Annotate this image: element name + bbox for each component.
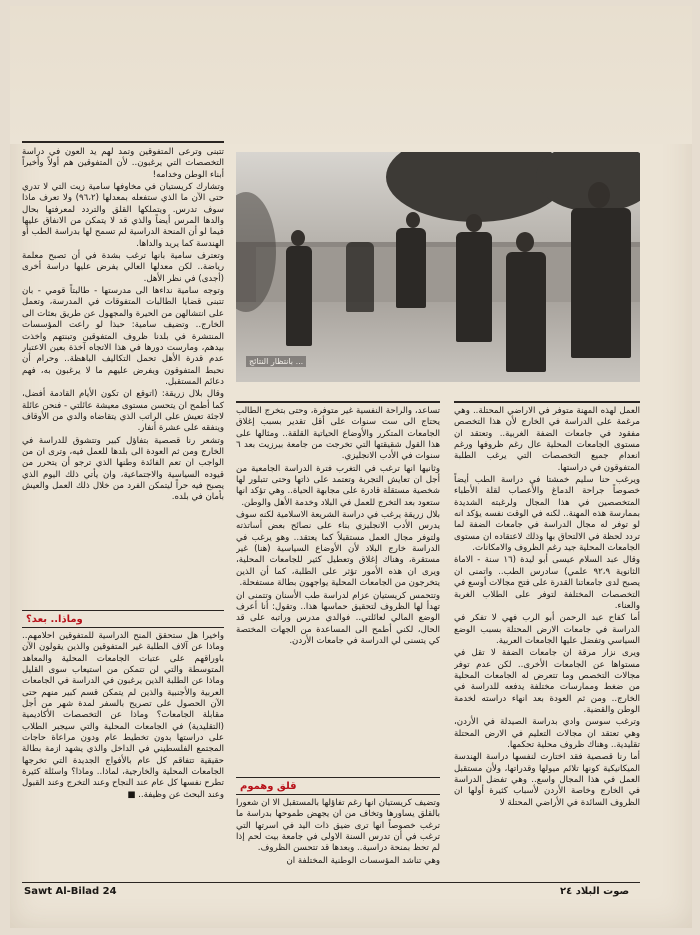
- right-paragraph: وقال عبد السلام عيسى أبو ليدة (١٦ سنة - الاماة الثانوية ٩٢،٩ علمي) سادرس الطب.. واتمنى ان يصبح لدى جامعاتنا القدرة على فتح مجالات أوسع في التخصصات المختلفة لتوفر على الطلاب الغربة والعناء.: [454, 555, 640, 611]
- middle-top-paragraph: وتتحمس كريستيان عزام لدراسة طب الأسنان وتتمنى ان تهدأ لها الظروف لتحقيق حماسها هذا.. وتقول: أنا أعرف الوضع المالي لعائلتي.. فوالدي مدرس وراتبه على قد الحال، لكني أطمح الى المساعدة من الجهات المختصة كي يتسنى لي الدراسة في جامعات الأردن.: [236, 590, 440, 646]
- right-paragraph: ويرغب حنا سليم خمشتا في دراسة الطب أيضاً خصوصاً جراحة الدماغ والأعصاب لقلة الأطباء المتخصصين في هذا المجال ولرغبته الشديدة بممارسة هذه المهنة.. لكنه في الوقت نفسه يؤكد انه لو توفر له مجال الدراسة في جامعات الضفة لما تردد لحظة في الالتحاق بها وذلك لاعتقاده ان مستوى الجامعات المحلية جيد رغم الظروف والامكانات.: [454, 475, 640, 554]
- right-paragraph: أما كفاح عبد الرحمن أبو الرب فهي لا تفكر في الدراسة في جامعات الارض المحتلة بسبب الوضع السياسي وتفضل عليها الجامعات العربية.: [454, 613, 640, 646]
- left-top-paragraph: وتشعر رنا قصصية بتفاؤل كبير وتتشوق للدراسة في الخارج ومن ثم العودة الى بلدها للعمل فيه، وترى ان من الواجب ان تعم الفائدة وطنها الذي ترجو أن يتحرر من قيوده السياسية والاجتماعية، وان يأتي ذلك اليوم الذي يصبح فيه حراً ليتمكن الفرد من خلال ذلك العمل والعيش بأمان في بلده.: [22, 435, 224, 503]
- footer-magazine-name: Sawt Al-Bilad 24: [24, 886, 117, 897]
- right-paragraph: أما رنا قصصية فقد اختارت لنفسها دراسة الهندسة الميكانيكية كونها تلائم ميولها وقدراتها، ولأن مستقبل العمل في هذا المجال واسع.. وهي تفضل الدراسة في الخارج وخاصة الأردن لأسباب كثيرة أولها ان الظروف السائدة في الأراضي المحتلة لا: [454, 752, 640, 808]
- left-top-paragraph: وتشارك كريستيان في مخاوفها سامية زيت التي لا تدري حتى الآن ما الذي ستفعله بمعدلها (٩٦،٢) ولا تعرف ماذا سوف تدرس. ويتملكها القلق والتردد لمعرفتها بحال والدها المرس أيضاً والذي قد لا يتمكن من الانفاق عليها فيما لو أن المنحة الدراسية لم تسمح لها بدراسة الطب أو الهندسة كما يريد والداها.: [22, 182, 224, 249]
- middle-bottom-paragraph: وهي تناشد المؤسسات الوطنية المختلفة ان: [286, 855, 440, 866]
- column-top-rule-left: [22, 141, 224, 143]
- column-top-rule-right: [454, 401, 640, 403]
- section-heading-worries-text: قلق وهموم: [240, 780, 297, 792]
- left-top-paragraph: وتعترف سامية بانها ترغب بشدة في أن تصبح معلمة رياضة.. لكن معدلها العالي يفرض عليها دراسة أخرى (أجدى) في نظر الأهل.: [22, 251, 224, 284]
- right-paragraph: وترغب سوسن وادي بدراسة الصيدلة في الأردن، وهي تعتقد ان مجالات التعليم في الارض المحتلة تقليدية.. وهناك ظروف محلية تحكمها.: [454, 717, 640, 750]
- column-middle-top: [236, 406, 440, 772]
- column-right: [454, 406, 640, 877]
- photo-caption: ... بانتظار النتائج: [246, 356, 306, 367]
- column-left-bottom: [22, 631, 224, 877]
- middle-bottom-paragraph: وتضيف كريستيان انها رغم تفاؤلها بالمستقبل الا ان شعوراً بالقلق يساورها وتخاف من ان يجهض طموحها بدراسة ما ترغب خصوصاً انها ترى ضيق ذات اليد في اسرتها التي ترغب في أن تدرس السنة الاولى في جامعة بيت لحم إذا لم تحظ بمنحة دراسية.. وبعدها قد تتحسن الظروف.: [236, 798, 440, 854]
- right-paragraph: العمل لهذه المهنة متوفر في الاراضي المحتلة.. وهي مرغمة على الدراسة في الخارج لأن هذا التخصص مفقود في جامعات الضفة الغربية.. وتعتقد ان مستوى الجامعات المحلية عال رغم ظروفها ورغم انعدام جميع التخصصات التي يرغب الطلبة المتفوقون في دراستها.: [454, 406, 640, 473]
- left-bottom-paragraph: واخيراً هل ستحقق المنح الدراسية للمتفوقين احلامهم.. وماذا عن آلاف الطلبة غير المتفوقين والذين يقولون الآن باوراقهم على عتبات الجامعات المحلية والمعاهد المتوسطة والتي لن تتمكن من استيعاب سوى القليل وماذا عن الطلبة الذين يرغبون في الدراسة في الجامعات العربية والأجنبية والذين لم يتمكن قسم كبير منهم حتى الآن الحصول على تصريح بالسفر لمدة شهر من أجل مقابلة الجامعات؟ وماذا عن التخصصات الأكاديمية (التقليدية) في الجامعات المحلية والتي سيجبر الطلاب على دراستها بدون تخطيط عام ودون مراعاة حاجات المجتمع الفلسطيني في الداخل والذي يشهد ازمة بطالة حقيقية تتفاقم كل عام بالأفواج الجديدة التي تخرجها الجامعات المحلية والخارجية، لماذا.. وماذا؟ واسئلة كثيرة تطرح نفسها كل عام عند النجاح وعند التخرج وعند القبول وعند البحث عن وظيفة.. ■: [22, 631, 224, 800]
- left-top-paragraph: تتبنى وترعى المتفوقين وتمد لهم يد العون في دراسة التخصصات التي يرغبون.. لأن المتفوقين هم أولاً وأخيراً أبناء الوطن وخدامه!: [22, 147, 224, 180]
- right-paragraph: ويرى نزار مرقة ان جامعات الضفة لا تقل في مستواها عن الجامعات الأخرى.. لكن عدم توفر مجالات التخصص وما تتعرض له الجامعات المحلية من ضغط وممارسات مختلفة يدفعه للدراسة في الخارج.. ومن ثم العودة بعد انهاء دراسته لخدمة الوطن والقضية.: [454, 648, 640, 715]
- footer-page-number: صوت البلاد ٢٤: [560, 886, 630, 897]
- left-top-paragraph: وقال بلال زريقة: (اتوقع ان تكون الأيام القادمة أفضل، كما أطمح ان يتحسن مستوى معيشة عائلتي - فنحن عائلة لاجئة تعيش على الراتب الذي يتقاضاه والدي من الأوقاف وينفقه على عشرة أنفار.: [22, 389, 224, 434]
- students-photo: [236, 152, 640, 382]
- column-left-top: [22, 147, 224, 604]
- column-top-rule-mid: [236, 401, 440, 403]
- section-heading-what-next-text: وماذا.. بعد؟: [26, 613, 83, 625]
- top-margin: [10, 6, 692, 144]
- column-middle-bottom: [236, 798, 440, 877]
- section-heading-worries: [236, 777, 440, 795]
- middle-top-paragraph: تساعد، والراحة النفسية غير متوفرة، وحتى بتخرج الطالب يحتاج الى ست سنوات على أقل تقدير بسبب إغلاق الجامعات المتكرر والأوضاع الحياتية القلقة.. ومثالها على هذا القول شقيقتها التي تخرجت من جامعة بيرزيت بعد ٦ سنوات في الأدب الانجليزي.: [236, 406, 440, 462]
- middle-top-paragraph: وثانيها انها ترغب في التغرب فترة الدراسة الجامعية من أجل ان تعايش التجربة وتعتمد على ذاتها وحتى تتبلور لها شخصية مستقلة قادرة على مجابهة الحياة.. وهي تؤكد انها ستعود بعد التخرج للعمل في البلاد وخدمة الأهل والوطن.: [236, 463, 440, 508]
- middle-top-paragraph: بلال زريقة يرغب في دراسة الشريعة الاسلامية لكنه سوف يدرس الأدب الانجليزي بناء على نصائح بعض أساتذته ولتوفر مجال العمل مستقبلاً كما يعتقد.. وهو يرغب في الدراسة خارج البلاد لأن الأوضاع السياسية (هنا) غير مستقرة، وهناك إغلاق وتعطيل كثير للجامعات المحلية، ويرى ان هذه الأمور تؤثر على الطلبة، كما أن الذين يتخرجون من الجامعات المحلية يواجهون بطالة مستفحلة.: [236, 510, 440, 589]
- section-heading-what-next: [22, 610, 224, 628]
- left-top-paragraph: وتوجه سامية نداءها الى مدرستها - طالبتاً قومي - بان تتبنى قضايا الطالبات المتفوقات في المدرسة، وتعمل على انتشالهن من الحيرة والمجهول عن طريق بعثات الى الخارج.. وتضيف سامية: حبذا لو راعت المؤسسات المنتشرة في بلدنا ظروف المتفوقين وتبنتهم واخذت بيدهم، ومارست دورها في هذا الاتجاه آخذة بعين الاعتبار عدم قدرة الأهل تحمل التكاليف الباهظة.. وحرام أن نحبط المتفوقون ويفرض عليهم ما لا يرغبون به، فهم دعائم المستقبل.: [22, 286, 224, 387]
- footer-rule: [22, 882, 640, 883]
